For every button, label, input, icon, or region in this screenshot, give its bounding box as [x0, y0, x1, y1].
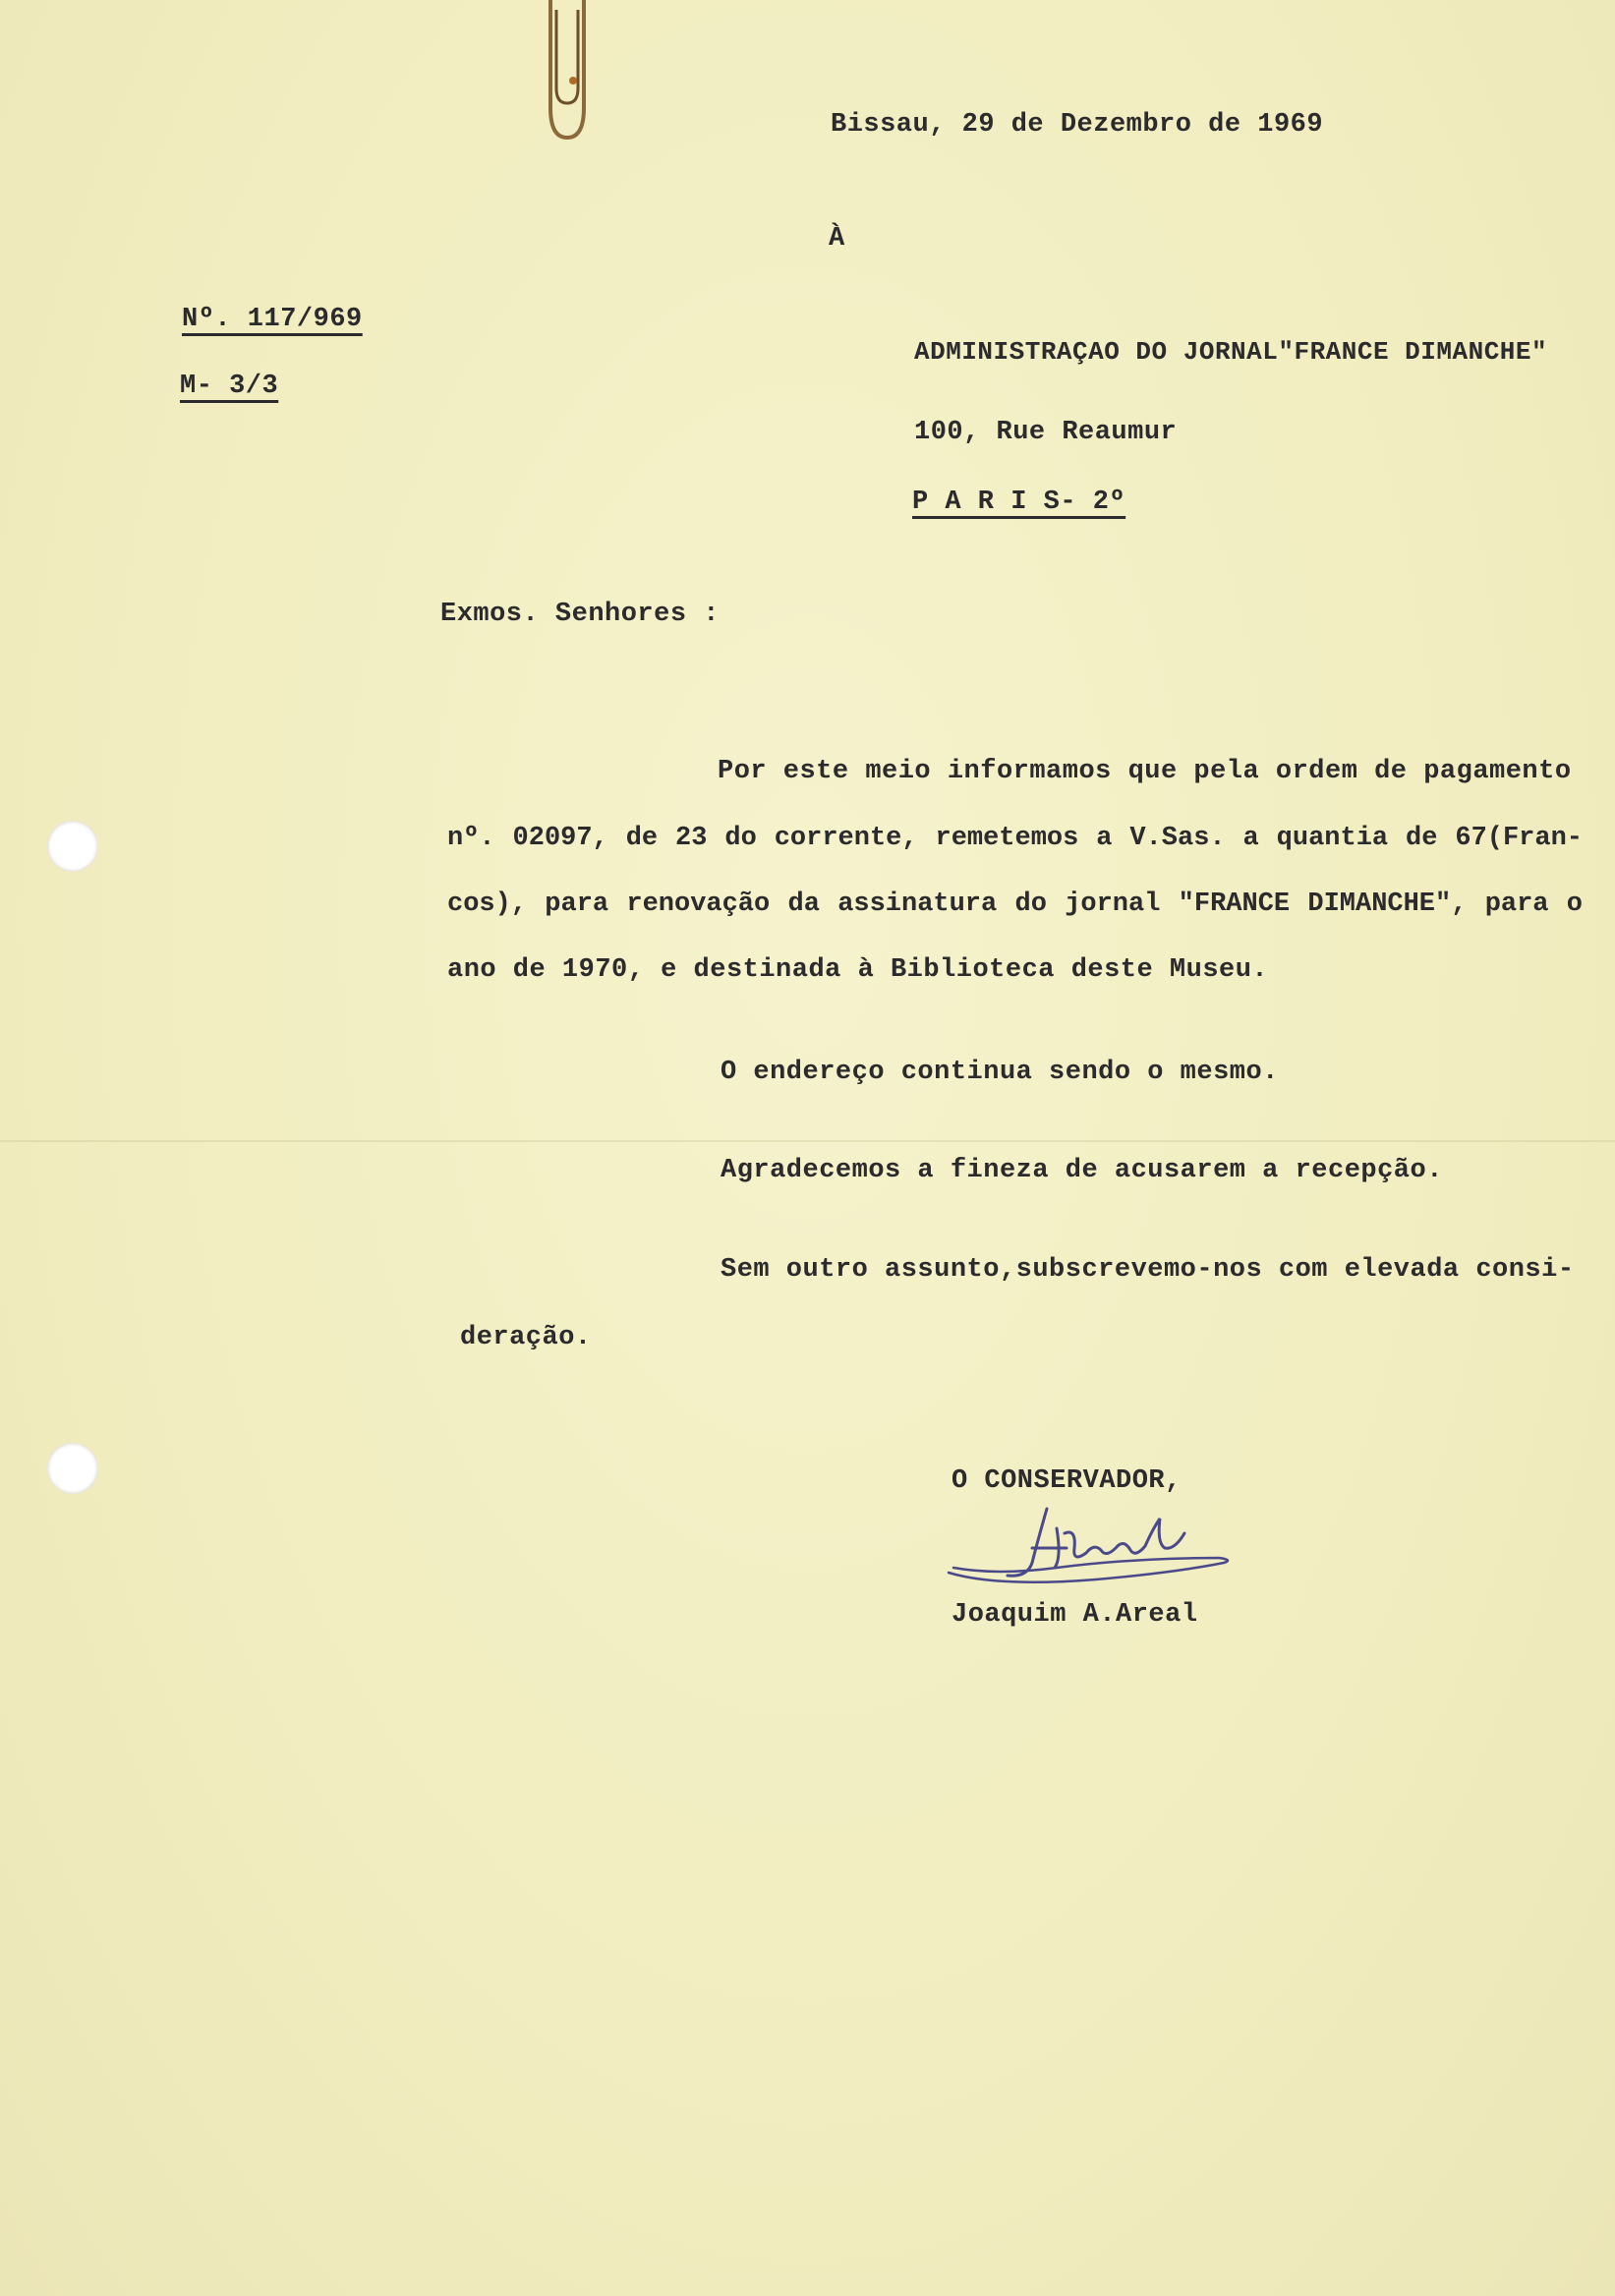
recipient-line-2: 100, Rue Reaumur — [914, 418, 1178, 447]
paper-clip-icon — [543, 0, 592, 147]
paper-fold-line — [0, 1140, 1615, 1142]
paragraph-2: O endereço continua sendo o mesmo. — [721, 1058, 1279, 1087]
signer-name: Joaquim A.Areal — [952, 1600, 1198, 1630]
paragraph-1-line-3: cos), para renovação da assinatura do jornal "FRANCE DIMANCHE", para o — [447, 890, 1583, 919]
file-code: M- 3/3 — [180, 372, 279, 401]
closing-title: O CONSERVADOR, — [952, 1466, 1182, 1496]
handwritten-signature-icon — [939, 1489, 1234, 1597]
punch-hole-bottom — [47, 1443, 98, 1494]
recipient-line-1: ADMINISTRAÇAO DO JORNAL"FRANCE DIMANCHE" — [914, 337, 1548, 367]
recipient-line-3: P A R I S- 2º — [912, 488, 1126, 517]
paragraph-4-line-1: Sem outro assunto,subscrevemo-nos com elevada consi- — [721, 1255, 1575, 1285]
place-date: Bissau, 29 de Dezembro de 1969 — [831, 110, 1324, 140]
paragraph-1-line-4: ano de 1970, e destinada à Biblioteca deste Museu. — [447, 955, 1269, 985]
paragraph-1-line-2: nº. 02097, de 23 do corrente, remetemos a V.Sas. a quantia de 67(Fran- — [447, 824, 1583, 853]
paragraph-1-line-1: Por este meio informamos que pela ordem de pagamento — [718, 757, 1572, 786]
reference-number: Nº. 117/969 — [182, 305, 363, 334]
salutation: Exmos. Senhores : — [440, 600, 720, 629]
punch-hole-top — [47, 821, 98, 872]
paragraph-3: Agradecemos a fineza de acusarem a recepção. — [721, 1156, 1443, 1185]
to-marker: À — [829, 224, 845, 254]
paragraph-4-line-2: deração. — [460, 1323, 592, 1352]
